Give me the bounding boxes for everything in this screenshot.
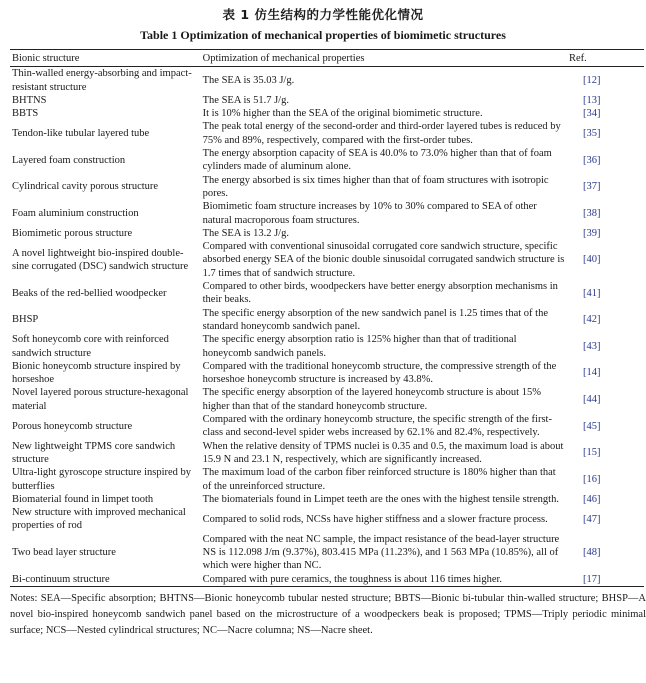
cell-structure: Two bead layer structure (12, 546, 116, 558)
header-bionic-structure: Bionic structure (10, 50, 201, 67)
cell-property: The specific energy absorption of the layered honeycomb structure is about 15% higher than that of the standard honeycomb structure. (202, 387, 541, 412)
table-row (10, 333, 644, 360)
mechanical-properties-table (10, 49, 644, 587)
cell-structure: Cylindrical cavity porous structure (12, 181, 159, 193)
cell-structure: Bi-continuum structure (10, 573, 201, 587)
table-row (10, 67, 644, 94)
table-body (10, 67, 644, 587)
cell-ref-link[interactable]: [45] (583, 420, 601, 432)
cell-structure: Novel layered porous structure-hexagonal material (12, 387, 189, 412)
table-row (10, 94, 644, 107)
cell-property: When the relative density of TPMS nuclei is 0.35 and 0.5, the maximum load is about 15.9 N and 23.1 N, respectively, which are significantly increased. (202, 440, 564, 465)
table-row (10, 493, 644, 506)
table-row (10, 240, 644, 280)
cell-structure: BHTNS (12, 94, 47, 106)
cell-ref-link[interactable]: [36] (583, 154, 601, 166)
table-row (10, 506, 644, 533)
cell-structure: Porous honeycomb structure (12, 420, 133, 432)
caption-chinese: 表 1 仿生结构的力学性能优化情况 (222, 7, 424, 22)
cell-structure: Biomimetic porous structure (12, 227, 133, 239)
cell-property: Compared with the neat NC sample, the impact resistance of the bead-layer structure NS is 112.098 J/m (9.37%), 803.415 MPa (11.23%), and 1 563 MPa (10.85%), all of which were higher than NC. (202, 533, 560, 572)
cell-structure: Biomaterial found in limpet tooth (12, 493, 154, 505)
cell-structure: Thin-walled energy-absorbing and impact-resistant structure (12, 68, 192, 93)
cell-property: The peak total energy of the second-order and third-order layered tubes is reduced by 75% and 89%, respectively, compared with the first-order tubes. (202, 121, 561, 146)
cell-structure: BBTS (12, 108, 39, 120)
cell-ref-link[interactable]: [44] (583, 394, 601, 406)
table-row (10, 227, 644, 240)
cell-property: Compared with pure ceramics, the toughness is about 116 times higher. (201, 573, 567, 587)
header-optimization: Optimization of mechanical properties (201, 50, 567, 67)
cell-ref-link[interactable]: [40] (583, 254, 601, 266)
cell-ref-link[interactable]: [16] (583, 473, 601, 485)
cell-property: The energy absorbed is six times higher than that of foam structures with isotropic pores. (202, 174, 549, 199)
cell-property: Compared with the traditional honeycomb structure, the compressive strength of the horseshoe honeycomb structure is increased by 43.8%. (202, 360, 557, 386)
caption-english: Table 1 Optimization of mechanical properties of biomimetic structures (140, 28, 506, 42)
table-row (10, 107, 644, 120)
cell-property: Compared with the ordinary honeycomb structure, the specific strength of the first-class and second-level spider webs increased by 62.1% and 82.4%, respectively. (202, 414, 552, 439)
cell-ref-link[interactable]: [46] (583, 493, 601, 505)
cell-property: It is 10% higher than the SEA of the original biomimetic structure. (202, 108, 483, 120)
cell-property: Compared to other birds, woodpeckers have better energy absorption mechanisms in their beaks. (202, 281, 558, 306)
table-row (10, 533, 644, 573)
cell-ref-link[interactable]: [12] (583, 74, 601, 86)
header-ref: Ref. (567, 50, 644, 67)
cell-property: Biomimetic foam structure increases by 10% to 30% compared to SEA of other natural macroporous foam structures. (202, 201, 537, 226)
table-row (10, 413, 644, 440)
cell-ref-link[interactable]: [39] (583, 227, 601, 239)
cell-property: The biomaterials found in Limpet teeth are the ones with the highest tensile strength. (202, 493, 559, 505)
table-figure (0, 6, 646, 639)
cell-structure: New structure with improved mechanical properties of rod (12, 507, 186, 532)
cell-property: The specific energy absorption ratio is 125% higher than that of traditional honeycomb sandwich panels. (202, 334, 517, 359)
table-notes: Notes: SEA—Specific absorption; BHTNS—Bionic honeycomb tubular nested structure; BBTS—Bionic bi-tubular thin-walled structure; BHSP—A novel bio-inspired honeycomb sandwich panel based on the microstructure of a woodpeckers beak is proposed; TPMS—Triply periodic minimal surface; NCS—Nested cylindrical structures; NC—Nacre columna; NS—Nacre sheet. (10, 592, 646, 636)
cell-structure: Foam aluminium construction (12, 207, 139, 219)
cell-structure: Soft honeycomb core with reinforced sandwich structure (12, 334, 169, 359)
cell-structure: Layered foam construction (12, 154, 126, 166)
cell-ref-link[interactable]: [14] (583, 367, 601, 379)
cell-ref-link[interactable]: [37] (583, 181, 601, 193)
cell-ref-link[interactable]: [43] (583, 340, 601, 352)
table-row (10, 200, 644, 227)
cell-property: The specific energy absorption of the new sandwich panel is 1.25 times that of the standard honeycomb sandwich panel. (202, 307, 548, 332)
table-row (10, 120, 644, 147)
table-row (10, 174, 644, 201)
cell-structure: Tendon-like tubular layered tube (12, 128, 150, 140)
table-row (10, 466, 644, 493)
cell-ref-link[interactable]: [15] (583, 447, 601, 459)
cell-property: Compared to solid rods, NCSs have higher stiffness and a slower fracture process. (202, 513, 548, 525)
cell-structure: Beaks of the red-bellied woodpecker (12, 287, 167, 299)
table-row (10, 280, 644, 307)
cell-structure: Bionic honeycomb structure inspired by horseshoe (12, 360, 181, 386)
cell-ref-link[interactable]: [38] (583, 207, 601, 219)
cell-property: The SEA is 51.7 J/g. (202, 94, 289, 106)
cell-ref-link[interactable]: [17] (567, 573, 644, 587)
cell-ref-link[interactable]: [48] (583, 546, 601, 558)
cell-property: The energy absorption capacity of SEA is 40.0% to 73.0% higher than that of foam cylinders made of aluminum alone. (202, 148, 552, 173)
cell-property: The maximum load of the carbon fiber reinforced structure is 180% higher than that of the unreinforced structure. (202, 467, 556, 492)
table-row (10, 440, 644, 467)
cell-property: The SEA is 13.2 J/g. (202, 227, 289, 239)
table-header-row (10, 50, 644, 67)
cell-structure: New lightweight TPMS core sandwich structure (12, 440, 176, 465)
cell-structure: A novel lightweight bio-inspired double-sine corrugated (DSC) sandwich structure (12, 247, 189, 273)
cell-ref-link[interactable]: [41] (583, 287, 601, 299)
cell-ref-link[interactable]: [42] (583, 314, 601, 326)
table-row (10, 147, 644, 174)
cell-property: Compared with conventional sinusoidal corrugated core sandwich structure, specific absorbed energy SEA of the bionic double sinusoidal corrugated sandwich structure is 1.7 times that of sandwich structure. (202, 241, 565, 279)
cell-ref-link[interactable]: [47] (583, 513, 601, 525)
table-row (10, 573, 644, 587)
cell-structure: BHSP (12, 314, 39, 326)
cell-ref-link[interactable]: [13] (583, 94, 601, 106)
cell-property: The SEA is 35.03 J/g. (202, 74, 295, 86)
cell-structure: Ultra-light gyroscope structure inspired by butterflies (12, 467, 192, 492)
table-row (10, 386, 644, 413)
table-row (10, 307, 644, 334)
cell-ref-link[interactable]: [34] (583, 108, 601, 120)
cell-ref-link[interactable]: [35] (583, 128, 601, 140)
table-row (10, 360, 644, 387)
